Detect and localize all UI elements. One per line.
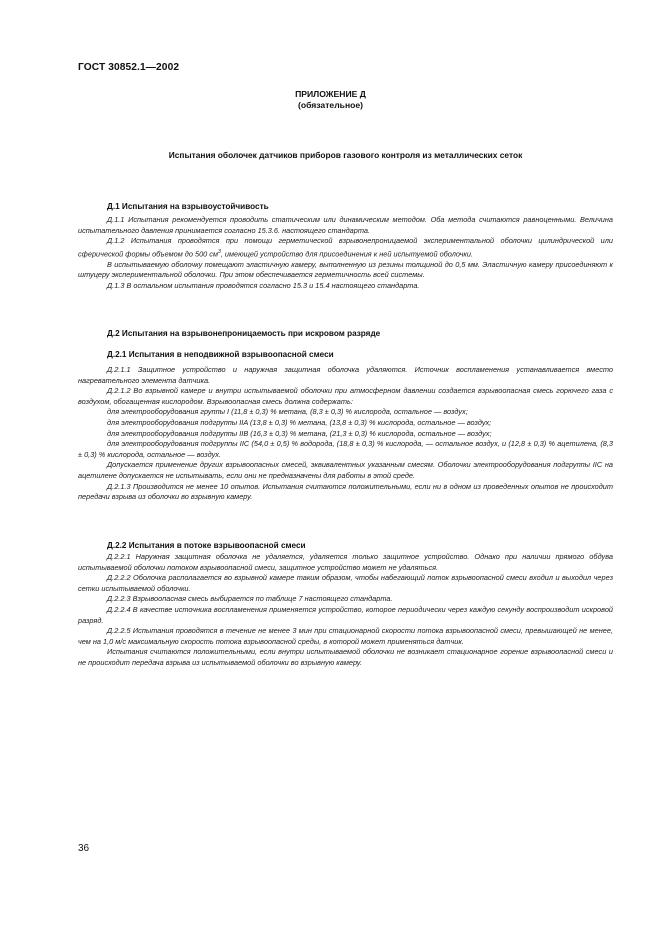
paragraph-d2-1-1: Д.2.1.1 Защитное устройство и наружная защитная оболочка удаляются. Источник воспламенения устанавливается вместо нагревательного элемента датчика.: [78, 365, 613, 385]
document-header: ГОСТ 30852.1—2002: [78, 62, 180, 73]
paragraph-d1-2-b: В испытываемую оболочку помещают эластичную камеру, выполненную из резины толщиной до 0,5 мм. Эластичную камеру присоединяют к штуцеру экспериментальной оболочки. При этом обеспечивается герметичность всей системы.: [78, 259, 613, 280]
section-d2-2-body: [78, 552, 613, 669]
paragraph-d2-1-2: Д.2.1.2 Во взрывной камере и внутри испытываемой оболочки при атмосферном давлении создается взрывоопасная смесь горючего газа с воздухом, обогащенная кислородом. Взрывоопасная смесь должна содержать:: [78, 386, 613, 406]
section-heading-d1: Д.1 Испытания на взрывоустойчивость: [107, 202, 269, 211]
paragraph-d1-3: Д.1.3 В остальном испытания проводятся согласно 15.3 и 15.4 настоящего стандарта.: [107, 281, 420, 290]
paragraph-d1-2-text-a: Д.1.2 Испытания проводятся при помощи герметической взрывонепроницаемой экспериментальной оболочки цилиндрической или сферической формы объемом до 500 см: [78, 236, 613, 259]
paragraph-d2-2-1: Д.2.2.1 Наружная защитная оболочка не удаляется, удаляется только защитное устройство. Однако при наличии прямого обдува испытываемой оболочки потоком взрывоопасной смеси, защитное устройство может не удаляться.: [78, 552, 613, 572]
appendix-title: ПРИЛОЖЕНИЕ Д: [295, 89, 366, 99]
section-d2-1-body: [78, 365, 613, 503]
appendix-heading: [0, 89, 661, 110]
superscript-3: 3: [218, 248, 221, 255]
appendix-main-title: Испытания оболочек датчиков приборов газового контроля из металлических сеток: [168, 150, 523, 160]
paragraph-d2-2-5: Д.2.2.5 Испытания проводятся в течение не менее 3 мин при стационарной скорости потока взрывоопасной смеси, превышающей не менее, чем на 1,0 м/с максимальную скорость потока взрывоопасной среды, в которой может применяться датчик.: [78, 626, 613, 646]
paragraph-d2-2-2: Д.2.2.2 Оболочка располагается во взрывной камере таким образом, чтобы набегающий поток взрывоопасной смеси входил и выходил через сетки испытываемой оболочки.: [78, 573, 613, 593]
paragraph-d1-1: Д.1.1 Испытания рекомендуется проводить статическим или динамическим методом. Оба метода считаются равноценными. Величина испытательного давления принимается согласно 15.3.6. настоящего стандарта.: [78, 215, 613, 235]
paragraph-d1-2-text-b: , имеющей устройство для присоединения к ней испытуемой оболочки.: [220, 249, 474, 259]
subsection-heading-d2-1: Д.2.1 Испытания в неподвижной взрывоопасной смеси: [107, 350, 334, 359]
page-number: 36: [78, 843, 90, 854]
subsection-heading-d2-2: Д.2.2 Испытания в потоке взрывоопасной смеси: [107, 541, 306, 550]
mixture-group-iib: для электрооборудования подгруппы IIB (16,3 ± 0,3) % метана, (21,3 ± 0,3) % кислорода, остальное — воздух;: [107, 428, 492, 438]
paragraph-d2-1-3: Д.2.1.3 Производится не менее 10 опытов. Испытания считаются положительными, если ни в одном из проведенных опытов не происходит передачи взрыва из оболочки во взрывную камеру.: [78, 481, 613, 502]
paragraph-d2-2-result: Испытания считаются положительными, если внутри испытываемой оболочки не возникает стационарное горение взрывоопасной смеси и не происходит передача взрыва из испытываемой оболочки во взрывную камеру.: [78, 647, 613, 667]
mixture-group-i: для электрооборудования группы I (11,8 ± 0,3) % метана, (8,3 ± 0,3) % кислорода, остальное — воздух;: [107, 407, 468, 417]
section-heading-d2: Д.2 Испытания на взрывонепроницаемость при искровом разряде: [107, 329, 381, 338]
appendix-status: (обязательное): [297, 99, 364, 110]
paragraph-d2-2-3: Д.2.2.3 Взрывоопасная смесь выбирается по таблице 7 настоящего стандарта.: [107, 594, 393, 604]
mixture-group-iia: для электрооборудования подгруппы IIA (13,8 ± 0,3) % метана, (13,8 ± 0,3) % кислорода, остальное — воздух;: [107, 417, 492, 427]
paragraph-d1-2: [78, 236, 613, 260]
section-d1-body: [78, 215, 613, 292]
paragraph-d2-1-2-other: Допускается применение других взрывоопасных смесей, эквивалентных указанным смесям. Оболочки электрооборудования подгруппы IIC на ацетилене допускается не испытывать, если они не предназначены для работы в этой среде.: [78, 460, 613, 480]
paragraph-d2-2-4: Д.2.2.4 В качестве источника воспламенения применяется устройство, которое периодически через каждую секунду воспроизводит искровой разряд.: [78, 604, 613, 625]
mixture-group-iic: для электрооборудования подгруппы IIC (54,0 ± 0,5) % водорода, (18,8 ± 0,3) % кислорода, — остальное воздух, и (12,8 ± 0,3) % ацетилена, (8,3 ± 0,3) % кислорода, остальное — воздух.: [78, 439, 613, 459]
